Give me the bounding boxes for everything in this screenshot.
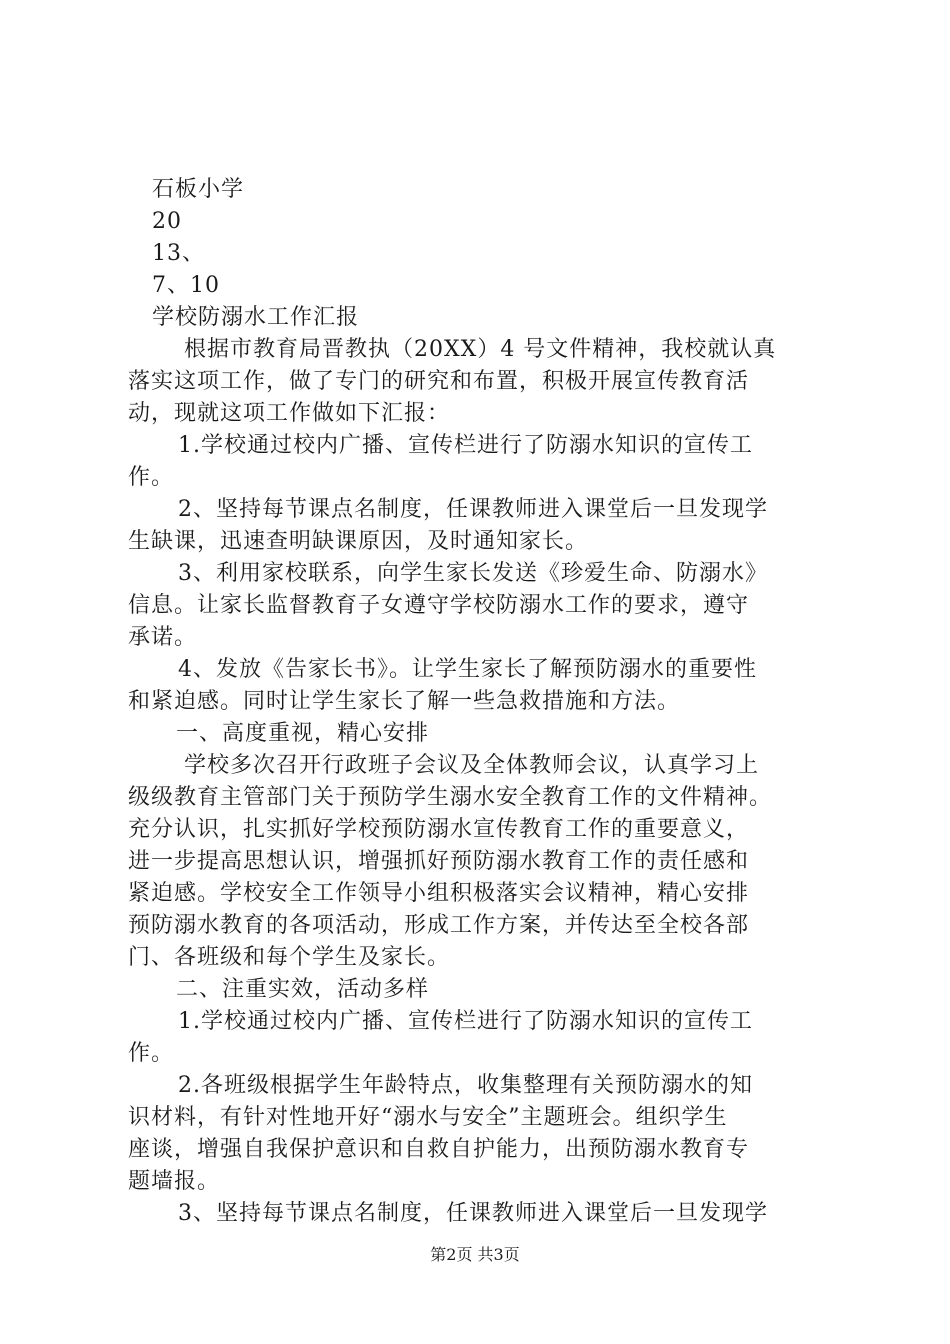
body-line: 作。 [128, 1041, 175, 1066]
body-line: 动，现就这项工作做如下汇报： [128, 401, 451, 426]
body-line: 紧迫感。学校安全工作领导小组积极落实会议精神，精心安排 [128, 881, 750, 906]
body-line: 和紧迫感。同时让学生家长了解一些急救措施和方法。 [128, 689, 681, 714]
date-line-3: 7、10 [152, 273, 220, 298]
body-line: 题墙报。 [128, 1169, 221, 1194]
body-line: 4、发放《告家长书》。让学生家长了解预防溺水的重要性 [178, 657, 757, 682]
body-text [128, 334, 838, 1230]
date-line-2: 13、 [152, 241, 205, 266]
document-body [128, 174, 838, 1230]
page-footer: 第2页 共3页 [430, 1245, 520, 1264]
body-line: 2、坚持每节课点名制度，任课教师进入课堂后一旦发现学 [178, 497, 768, 522]
body-line: 充分认识，扎实抓好学校预防溺水宣传教育工作的重要意义， [128, 817, 750, 842]
body-line: 学校多次召开行政班子会议及全体教师会议，认真学习上 [184, 753, 760, 778]
date-line-1: 20 [152, 209, 182, 234]
body-line: 3、坚持每节课点名制度，任课教师进入课堂后一旦发现学 [178, 1201, 768, 1226]
body-line: 信息。让家长监督教育子女遵守学校防溺水工作的要求，遵守 [128, 593, 750, 618]
body-line: 生缺课，迅速查明缺课原因，及时通知家长。 [128, 529, 589, 554]
body-line: 二、注重实效，活动多样 [176, 977, 430, 1002]
body-line: 进一步提高思想认识，增强抓好预防溺水教育工作的责任感和 [128, 849, 750, 874]
body-line: 识材料，有针对性地开好“溺水与安全”主题班会。组织学生 [128, 1105, 728, 1130]
body-line: 座谈，增强自我保护意识和自救自护能力，出预防溺水教育专 [128, 1137, 750, 1162]
body-line: 门、各班级和每个学生及家长。 [128, 945, 451, 970]
body-line: 1.学校通过校内广播、宣传栏进行了防溺水知识的宣传工 [178, 433, 753, 458]
document-title: 学校防溺水工作汇报 [152, 305, 360, 330]
body-line: 落实这项工作，做了专门的研究和布置，积极开展宣传教育活 [128, 369, 750, 394]
body-line: 1.学校通过校内广播、宣传栏进行了防溺水知识的宣传工 [178, 1009, 753, 1034]
body-line: 3、利用家校联系，向学生家长发送《珍爱生命、防溺水》 [178, 561, 768, 586]
body-line: 一、高度重视，精心安排 [176, 721, 430, 746]
body-line: 根据市教育局晋教执（20XX）4 号文件精神，我校就认真 [184, 337, 777, 362]
body-line: 作。 [128, 465, 175, 490]
body-line: 2.各班级根据学生年龄特点，收集整理有关预防溺水的知 [178, 1073, 753, 1098]
body-line: 预防溺水教育的各项活动，形成工作方案，并传达至全校各部 [128, 913, 750, 938]
body-line: 承诺。 [128, 625, 198, 650]
school-name: 石板小学 [152, 177, 245, 202]
body-line: 级级教育主管部门关于预防学生溺水安全教育工作的文件精神。 [128, 785, 773, 810]
